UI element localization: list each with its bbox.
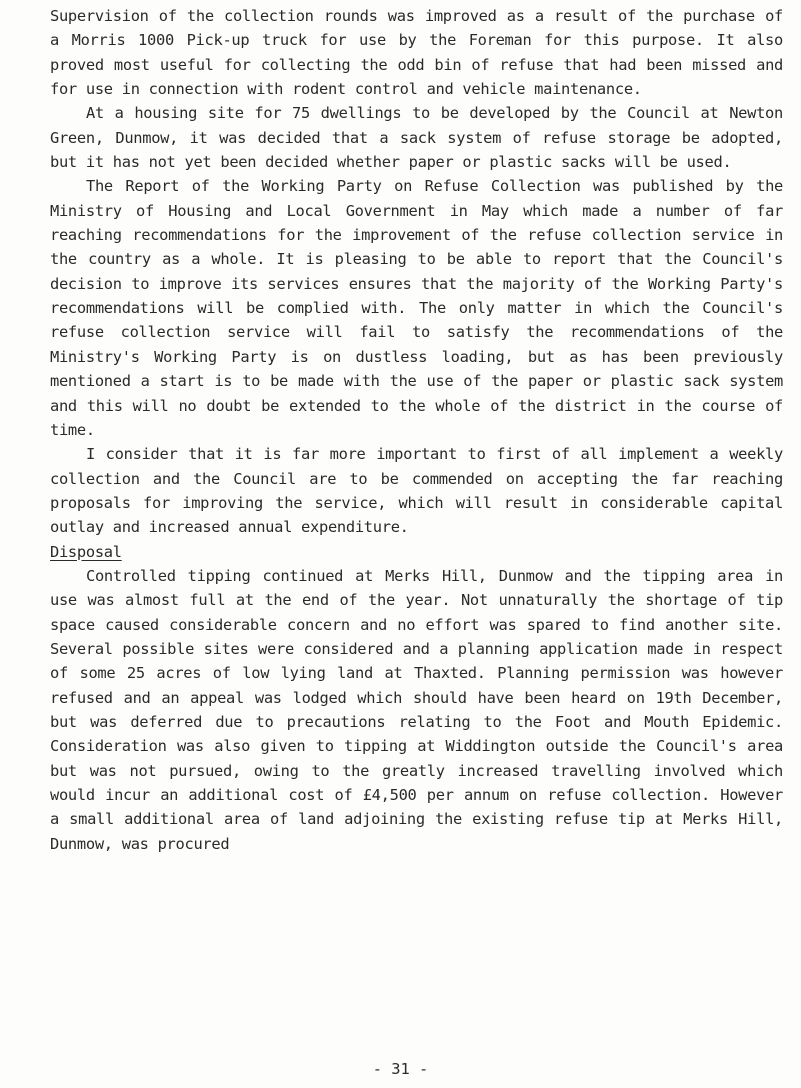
section-heading-disposal: Disposal	[50, 542, 122, 561]
page-number: - 31 -	[372, 1060, 429, 1078]
paragraph-working-party-report: The Report of the Working Party on Refuse Collection was published by the Ministry of Housing and Local Government in May which made a number of far reaching recommendations for the improvement of the refuse collection service in the country as a whole. It is pleasing to be able to report that the Council's decision to improve its services ensures that the majority of the Working Party's recommendations will be complied with. The only matter in which the Council's refuse collection service will fail to satisfy the recommendations of the Ministry's Working Party is on dustless loading, but as has been previously mentioned a start is to be made with the use of the paper or plastic sack system and this will no doubt be extended to the whole of the district in the course of time.	[50, 177, 783, 439]
paragraph-weekly-collection: I consider that it is far more important to first of all implement a weekly collection and the Council are to be commended on accepting the far reaching proposals for improving the service, which will result in considerable capital outlay and increased annual expenditure.	[50, 445, 783, 537]
paragraph-supervision: Supervision of the collection rounds was improved as a result of the purchase of a Morris 1000 Pick-up truck for use by the Foreman for this purpose. It also proved most useful for collecting the odd bin of refuse that had been missed and for use in connection with rodent control and vehicle maintenance.	[50, 7, 783, 99]
paragraph-housing-site: At a housing site for 75 dwellings to be developed by the Council at Newton Green, Dunmow, it was decided that a sack system of refuse storage be adopted, but it has not yet been decided whether paper or plastic sacks will be used.	[50, 104, 783, 172]
paragraph-disposal: Controlled tipping continued at Merks Hill, Dunmow and the tipping area in use was almost full at the end of the year. Not unnaturally the shortage of tip space caused considerable concern and no effort was spared to find another site. Several possible sites were considered and a planning application made in respect of some 25 acres of low lying land at Thaxted. Planning permission was however refused and an appeal was lodged which should have been heard on 19th December, but was deferred due to precautions relating to the Foot and Mouth Epidemic. Consideration was also given to tipping at Widdington outside the Council's area but was not pursued, owing to the greatly increased travelling involved which would incur an additional cost of £4,500 per annum on refuse collection. However a small additional area of land adjoining the existing refuse tip at Merks Hill, Dunmow, was procured	[50, 566, 783, 853]
